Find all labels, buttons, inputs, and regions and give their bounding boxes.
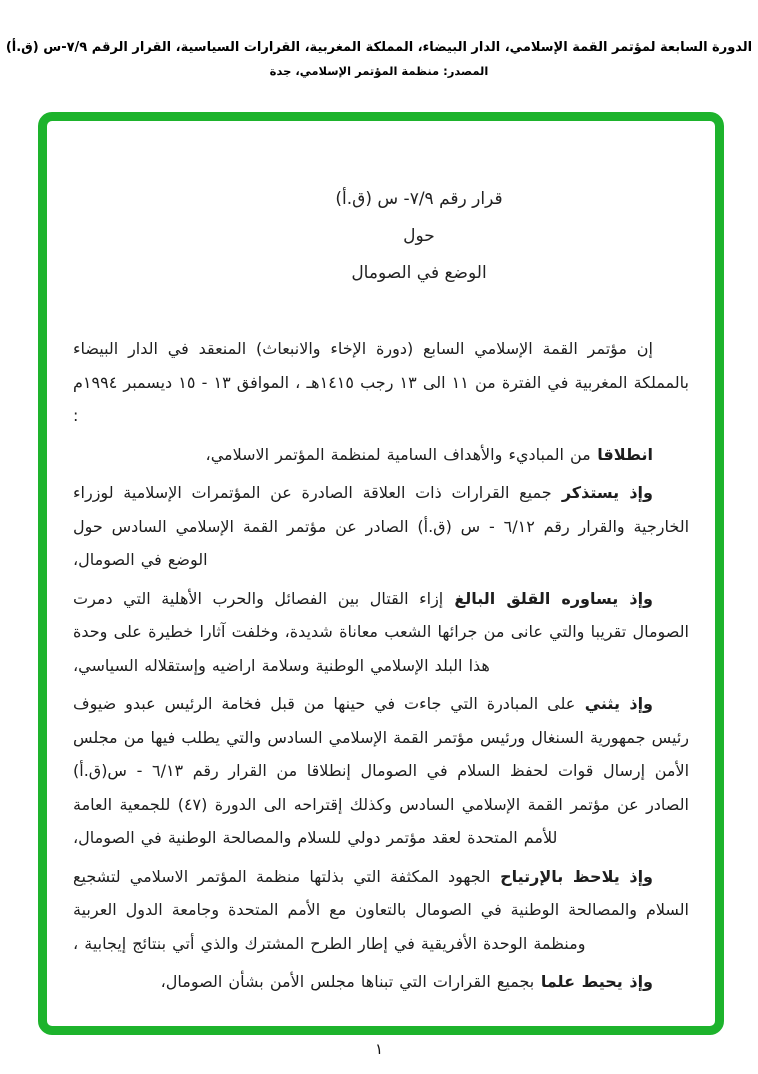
paragraph-text: إن مؤتمر القمة الإسلامي السابع (دورة الإخاء والانبعاث) المنعقد في الدار البيضاء بالمملكة المغربية في الفترة من ١١ الى ١٣ رجب ١٤١٥هـ ، الموافق ١٣ - ١٥ ديسمبر ١٩٩٤م : bbox=[73, 339, 690, 425]
paragraph-clause bbox=[73, 582, 689, 683]
resolution-title-block bbox=[111, 181, 727, 292]
header-source-line: المصدر: منظمة المؤتمر الإسلامي، جدة bbox=[269, 64, 489, 78]
paragraph-lead: وإذ يحيط علما bbox=[534, 972, 653, 991]
paragraph-clause bbox=[73, 687, 689, 855]
header-citation-line: الدورة السابعة لمؤتمر القمة الإسلامي، الدار البيضاء، المملكة المغربية، القرارات السياسية، القرار الرقم ٧/٩-س (ق.أ) bbox=[5, 40, 753, 55]
paragraph-lead: وإذ يثني bbox=[575, 694, 653, 713]
resolution-body bbox=[47, 121, 715, 999]
paragraph-clause bbox=[73, 860, 689, 961]
paragraph-lead: وإذ يساوره القلق البالغ bbox=[443, 588, 654, 608]
resolution-about-word: حول bbox=[403, 226, 435, 246]
paragraph-lead: انطلاقا bbox=[590, 444, 653, 464]
paragraph-preamble bbox=[73, 332, 689, 433]
document-header bbox=[0, 40, 758, 78]
paragraph-clause bbox=[73, 965, 689, 999]
paragraph-text: إزاء القتال بين الفصائل والحرب الأهلية التي دمرت الصومال تقريبا والتي عانى من جرائها الشعب معاناة شديدة، وخلفت آثارا خطيرة على وحدة هذا البلد الإسلامي الوطنية وسلامة اراضيه وإستقلاله السياسي، bbox=[73, 588, 689, 675]
paragraph-lead: وإذ يلاحظ بالإرتياح bbox=[490, 866, 654, 886]
paragraph-text: من المباديء والأهداف السامية لمنظمة المؤتمر الاسلامي، bbox=[205, 444, 591, 464]
paragraph-text: جميع القرارات ذات العلاقة الصادرة عن المؤتمرات الإسلامية لوزراء الخارجية والقرار رقم ٦/١٢ - س (ق.أ) الصادر عن مؤتمر القمة الإسلامي السادس حول الوضع في الصومال، bbox=[73, 483, 690, 569]
resolution-subject-line: الوضع في الصومال bbox=[351, 263, 487, 283]
paragraph-text: على المبادرة التي جاءت في حينها من قبل فخامة الرئيس عبدو ضيوف رئيس جمهورية السنغال ورئيس مؤتمر القمة الإسلامي السادس والتي يطلب فيها من مجلس الأمن إرسال قوات لحفظ السلام في الصومال إنطلاقا من القرار رقم ٦/١٣ - س(ق.أ) الصادر عن مؤتمر القمة الإسلامي السادس وكذلك إقتراحه الى الدورة (٤٧) للجمعية العامة للأمم المتحدة لعقد مؤتمر دولي للسلام والمصالحة الوطنية في الصومال، bbox=[73, 694, 690, 847]
paragraph-text: بجميع القرارات التي تبناها مجلس الأمن بشأن الصومال، bbox=[160, 972, 535, 991]
paragraph-clause bbox=[73, 438, 689, 472]
resolution-number-line: قرار رقم ٧/٩- س (ق.أ) bbox=[335, 189, 503, 209]
paragraph-text: الجهود المكثفة التي بذلتها منظمة المؤتمر الاسلامي لتشجيع السلام والمصالحة الوطنية في الصومال بالتعاون مع الأمم المتحدة وجامعة الدول العربية ومنظمة الوحدة الأفريقية في إطار الطرح المشترك والذي أتي بنتائج إيجابية ، bbox=[73, 866, 689, 953]
page-number: ١ bbox=[374, 1040, 384, 1058]
paragraph-clause bbox=[73, 476, 689, 577]
scan-frame-border bbox=[38, 112, 724, 1035]
paragraph-lead: وإذ يستذكر bbox=[551, 483, 653, 502]
